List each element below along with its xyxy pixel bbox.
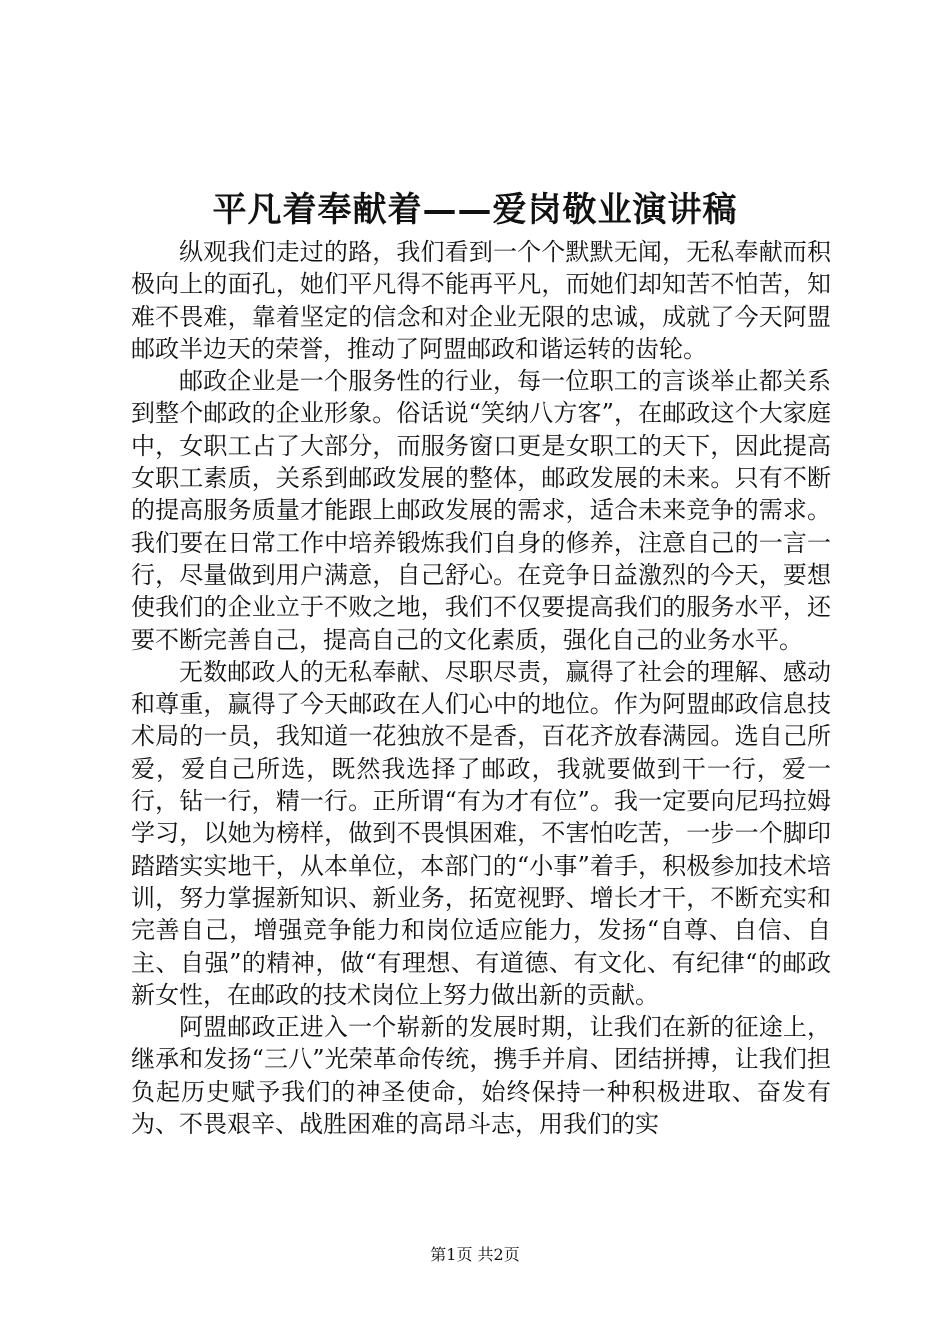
- paragraph-1: 纵观我们走过的路，我们看到一个个默默无闻，无私奉献而积极向上的面孔，她们平凡得不能再平凡，而她们却知苦不怕苦，知难不畏难，靠着坚定的信念和对企业无限的忠诚，成就了今天阿盟邮政半边天的荣誉，推动了阿盟邮政和谐运转的齿轮。: [131, 238, 831, 363]
- document-title: 平凡着奉献着——爱岗敬业演讲稿: [212, 190, 738, 230]
- paragraph-3: 无数邮政人的无私奉献、尽职尽责，赢得了社会的理解、感动和尊重，赢得了今天邮政在人们心中的地位。作为阿盟邮政信息技术局的一员，我知道一花独放不是香，百花齐放春满园。选自己所爱，爱自己所选，既然我选择了邮政，我就要做到干一行，爱一行，钻一行，精一行。正所谓“有为才有位”。我一定要向尼玛拉姆学习，以她为榜样，做到不畏惧困难，不害怕吃苦，一步一个脚印踏踏实实地干，从本单位，本部门的“小事”着手，积极参加技术培训，努力掌握新知识、新业务，拓宽视野、增长才干，不断充实和完善自己，增强竞争能力和岗位适应能力，发扬“自尊、自信、自主、自强”的精神，做“有理想、有道德、有文化、有纪律“的邮政新女性，在邮政的技术岗位上努力做出新的贡献。: [131, 657, 831, 1009]
- paragraph-4: 阿盟邮政正进入一个崭新的发展时期，让我们在新的征途上，继承和发扬“三八”光荣革命传统，携手并肩、团结拼搏，让我们担负起历史赋予我们的神圣使命，始终保持一种积极进取、奋发有为、不畏艰辛、战胜困难的高昂斗志，用我们的实: [131, 1013, 831, 1139]
- page-footer: 第1页 共2页: [430, 1245, 520, 1264]
- document-body: [131, 236, 831, 1140]
- paragraph-2: 邮政企业是一个服务性的行业，每一位职工的言谈举止都关系到整个邮政的企业形象。俗话说“笑纳八方客”，在邮政这个大家庭中，女职工占了大部分，而服务窗口更是女职工的天下，因此提高女职工素质，关系到邮政发展的整体，邮政发展的未来。只有不断的提高服务质量才能跟上邮政发展的需求，适合未来竞争的需求。我们要在日常工作中培养锻炼我们自身的修养，注意自己的一言一行，尽量做到用户满意，自己舒心。在竞争日益激烈的今天，要想使我们的企业立于不败之地，我们不仅要提高我们的服务水平，还要不断完善自己，提高自己的文化素质，强化自己的业务水平。: [131, 367, 831, 654]
